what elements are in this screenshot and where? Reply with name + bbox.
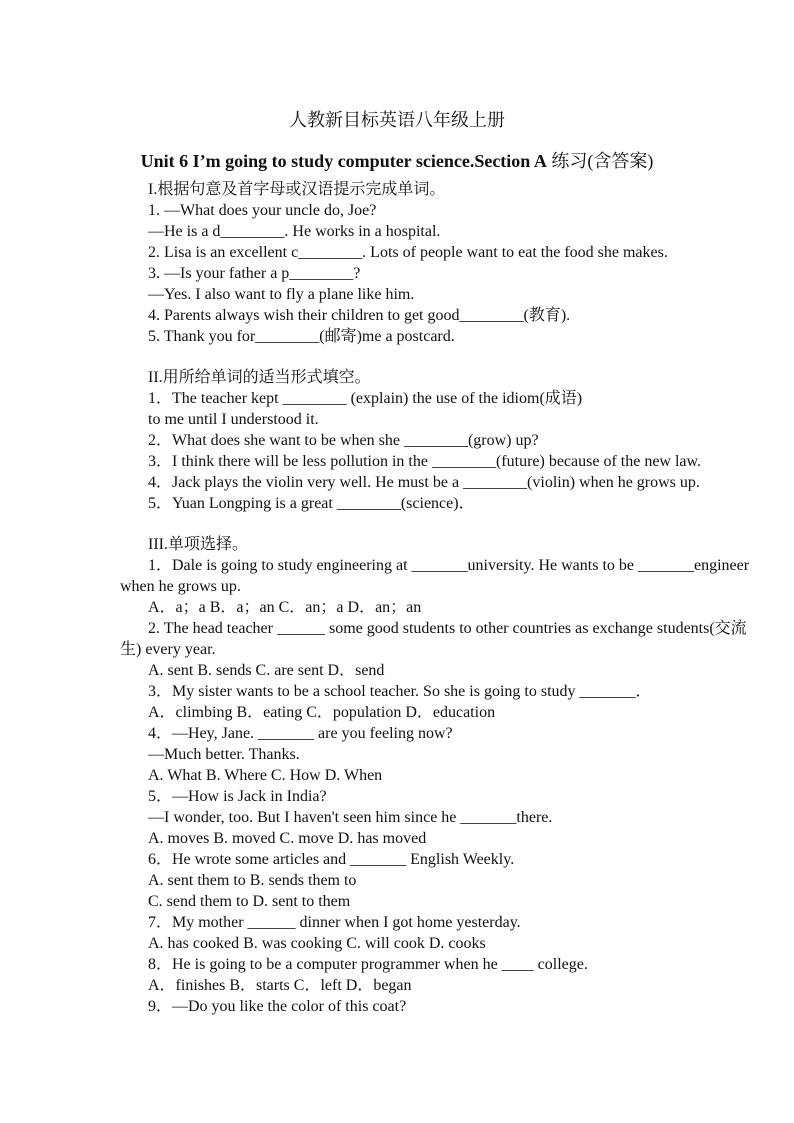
exercise-line: A. has cooked B. was cooking C. will cook D. cooks <box>148 935 486 952</box>
exercise-line: 1．The teacher kept ________ (explain) the use of the idiom(成语) <box>148 390 583 407</box>
exercise-line: to me until I understood it. <box>148 411 319 428</box>
exercise-line: —He is a d________. He works in a hospital. <box>148 223 441 240</box>
exercise-line: 4. Parents always wish their children to get good________(教育). <box>148 307 571 324</box>
exercise-line: C. send them to D. sent to them <box>148 893 351 910</box>
exercise-line: 5．Yuan Longping is a great ________(science)． <box>148 495 475 512</box>
exercise-line: A. sent B. sends C. are sent D．send <box>148 662 385 679</box>
exercise-line: 6．He wrote some articles and _______ English Weekly. <box>148 851 515 868</box>
exercise-line: 9．—Do you like the color of this coat? <box>148 998 407 1015</box>
exercise-line: 5. Thank you for________(邮寄)me a postcard. <box>148 328 455 345</box>
exercise-line: A. sent them to B. sends them to <box>148 872 357 889</box>
document-title: 人教新目标英语八年级上册 <box>289 110 505 130</box>
exercise-line: 3．I think there will be less pollution in the ________(future) because of the new law. <box>148 453 702 470</box>
exercise-line: —Much better. Thanks. <box>148 746 300 763</box>
exercise-line: —Yes. I also want to fly a plane like him. <box>148 286 415 303</box>
exercise-line: 1. —What does your uncle do, Joe? <box>148 202 377 219</box>
exercise-line: A. moves B. moved C. move D. has moved <box>148 830 427 847</box>
exercise-line: 2. Lisa is an excellent c________. Lots of people want to eat the food she makes. <box>148 244 668 261</box>
exercise-line: II.用所给单词的适当形式填空。 <box>148 369 371 386</box>
exercise-line: A．a；a B．a；an C．an；a D．an；an <box>148 599 422 616</box>
document-subtitle <box>0 147 794 173</box>
subtitle-english: Unit 6 I’m going to study computer science.Section A <box>140 151 547 171</box>
exercise-line: 7．My mother ______ dinner when I got home yesterday. <box>148 914 521 931</box>
subtitle-chinese: 练习(含答案) <box>546 151 654 171</box>
exercise-line: 3. —Is your father a p________? <box>148 265 361 282</box>
exercise-line: 生) every year. <box>120 641 216 658</box>
exercise-line: A．finishes B．starts C．left D．began <box>148 977 412 994</box>
exercise-line: 4．—Hey, Jane. _______ are you feeling now? <box>148 725 453 742</box>
exercise-line: I.根据句意及首字母或汉语提示完成单词。 <box>148 181 446 198</box>
exercise-line: 1．Dale is going to study engineering at _______university. He wants to be _______engineer <box>148 557 750 574</box>
exercise-line: III.单项选择。 <box>148 536 248 553</box>
exercise-line: 4．Jack plays the violin very well. He must be a ________(violin) when he grows up. <box>148 474 700 491</box>
exercise-line: —I wonder, too. But I haven't seen him since he _______there. <box>148 809 553 826</box>
exercise-line: 5．—How is Jack in India? <box>148 788 327 805</box>
exercise-line: when he grows up. <box>120 578 241 595</box>
exercise-line: 2. The head teacher ______ some good students to other countries as exchange students(交流 <box>148 620 747 637</box>
exercise-line: 8．He is going to be a computer programmer when he ____ college. <box>148 956 588 973</box>
exercise-line: A. What B. Where C. How D. When <box>148 767 383 784</box>
exercise-line: A．climbing B．eating C．population D．education <box>148 704 496 721</box>
exercise-line: 3．My sister wants to be a school teacher. So she is going to study _______． <box>148 683 652 700</box>
exercise-line: 2．What does she want to be when she ________(grow) up? <box>148 432 539 449</box>
